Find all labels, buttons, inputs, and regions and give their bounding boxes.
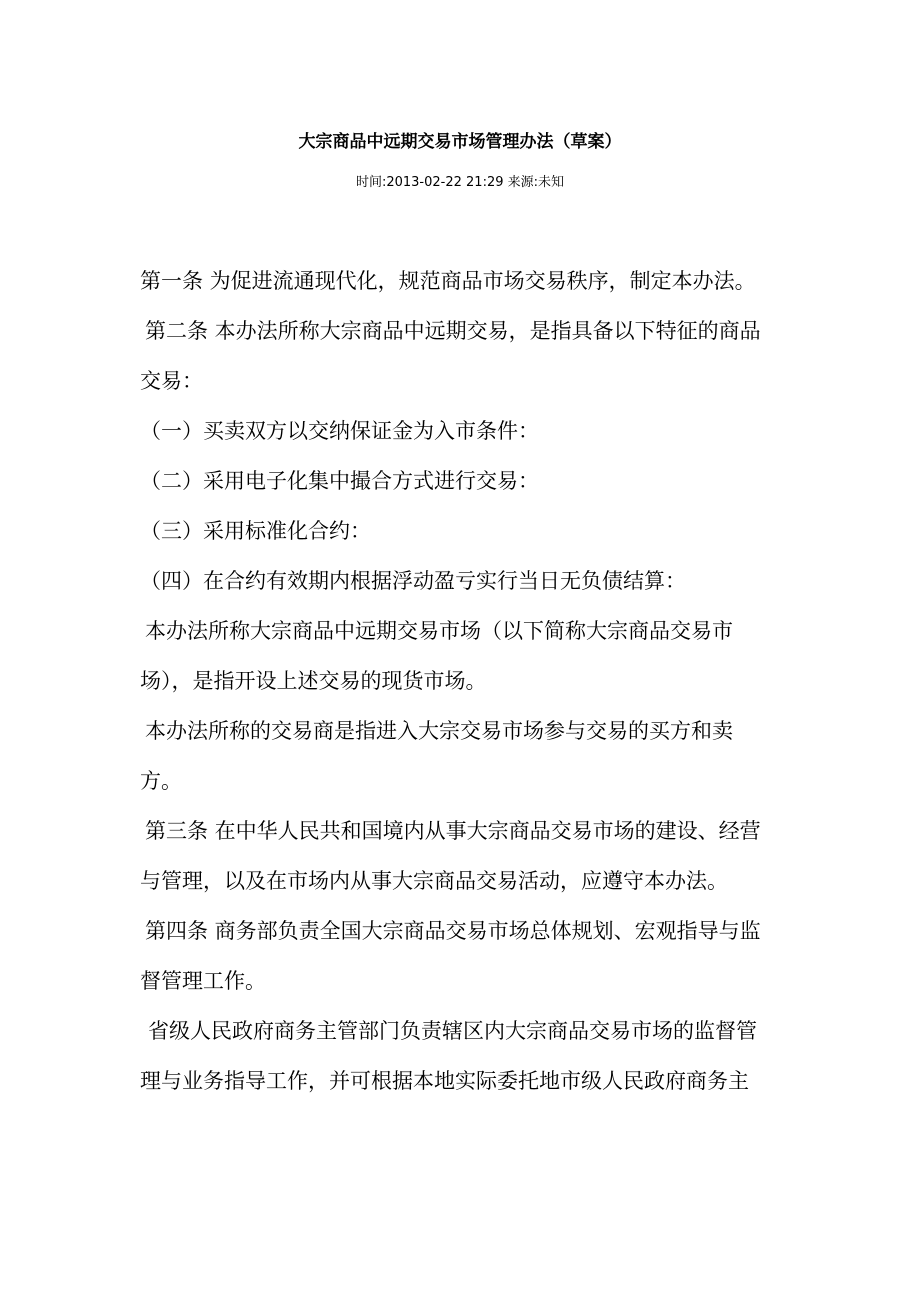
document-meta: 时间:2013-02-22 21:29 来源:未知: [355, 175, 565, 190]
body-line: 第二条 本办法所称大宗商品中远期交易，是指具备以下特征的商品: [145, 319, 761, 343]
document-body: [140, 256, 790, 1106]
body-line: 督管理工作。: [140, 969, 266, 993]
document-title: 大宗商品中远期交易市场管理办法（草案）: [298, 132, 622, 152]
body-line: 场），是指开设上述交易的现货市场。: [140, 669, 487, 693]
body-line: 第一条 为促进流通现代化，规范商品市场交易秩序，制定本办法。: [140, 269, 756, 293]
body-line: 第三条 在中华人民共和国境内从事大宗商品交易市场的建设、经营: [145, 819, 761, 843]
body-line: （三）采用标准化合约：: [140, 519, 371, 543]
body-line: 理与业务指导工作，并可根据本地实际委托地市级人民政府商务主: [140, 1069, 749, 1093]
body-line: 方。: [140, 769, 182, 793]
body-line: 省级人民政府商务主管部门负责辖区内大宗商品交易市场的监督管: [148, 1019, 757, 1043]
body-line: 交易：: [140, 369, 203, 393]
body-line: 本办法所称大宗商品中远期交易市场（以下简称大宗商品交易市: [145, 619, 733, 643]
body-line: （一）买卖双方以交纳保证金为入市条件：: [140, 419, 539, 443]
body-line: （二）采用电子化集中撮合方式进行交易：: [140, 469, 539, 493]
body-line: （四）在合约有效期内根据浮动盈亏实行当日无负债结算：: [140, 569, 686, 593]
body-line: 第四条 商务部负责全国大宗商品交易市场总体规划、宏观指导与监: [145, 919, 761, 943]
body-line: 与管理，以及在市场内从事大宗商品交易活动，应遵守本办法。: [140, 869, 728, 893]
body-line: 本办法所称的交易商是指进入大宗交易市场参与交易的买方和卖: [145, 719, 733, 743]
